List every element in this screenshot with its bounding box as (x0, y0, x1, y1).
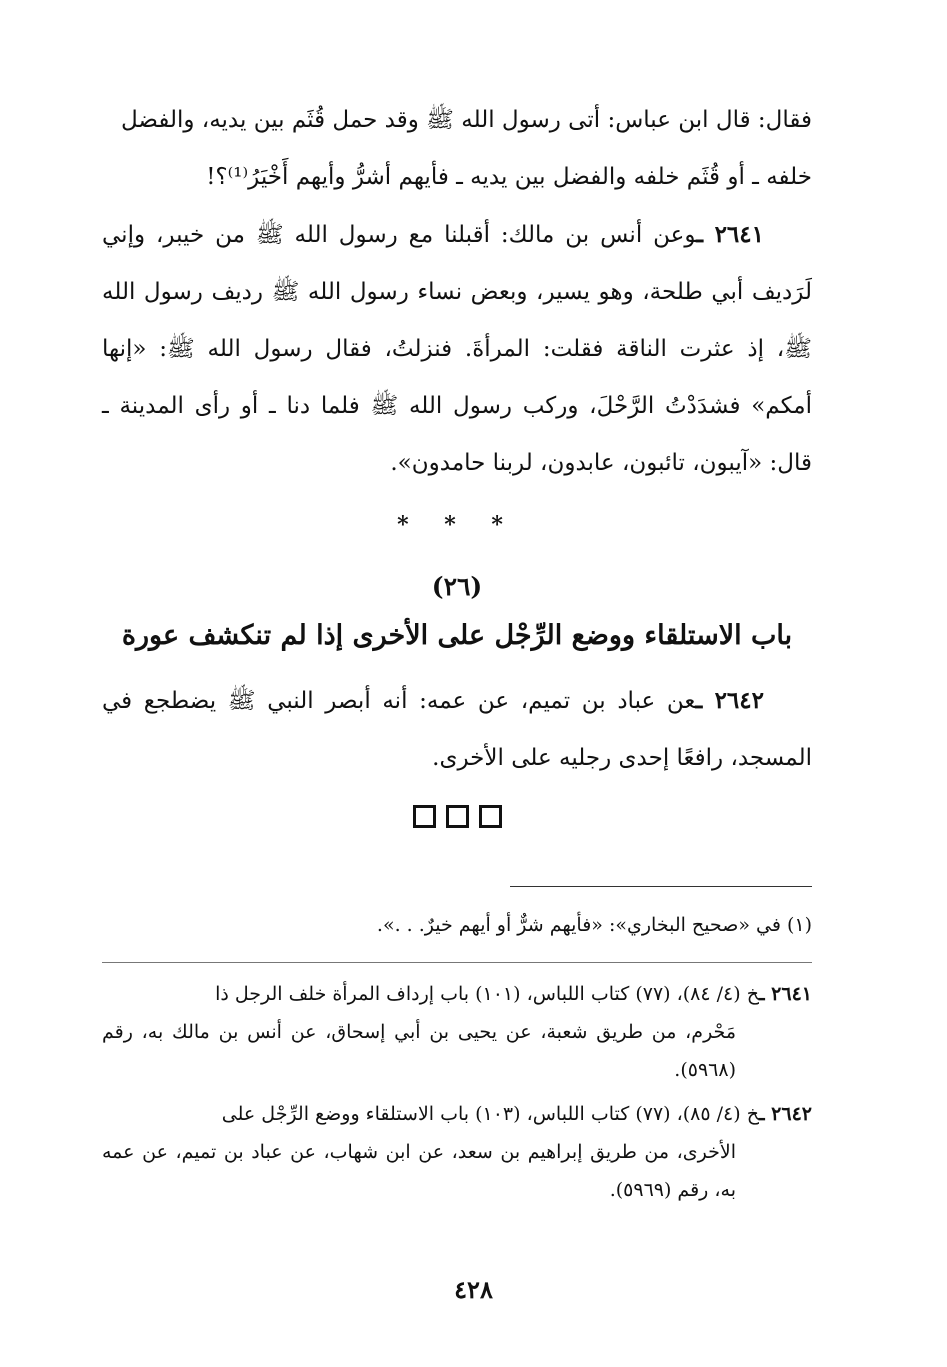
footnote-divider (510, 886, 812, 887)
para1-line2: خلفه ـ أو قُثَم خلفه والفضل بين يديه ـ فأيهم أشرُّ وأيهم أَخْيَرُ⁽¹⁾؟! (206, 164, 812, 190)
square-icon (446, 805, 469, 828)
footnote-1: (١) في «صحيح البخاري»: «فأيهم شرٌّ أو أيهم خيرٌ. . .». (376, 914, 812, 936)
separator-stars: * * * (397, 512, 517, 538)
note-continuation: مَحْرم، من طريق شعبة، عن يحيى بن أبي إسحاق، عن أنس بن مالك به، رقم (٥٩٦٨). (102, 1021, 736, 1081)
source-note (102, 975, 812, 1089)
notes-divider (102, 962, 812, 963)
hadith-text: وعن أنس بن مالك: أقبلنا مع رسول الله ﷺ من خيبر، وإني لَرَديف أبي طلحة، وهو يسير، وبعض نساء رسول الله ﷺ رديف رسول الله ﷺ، إذ عثرت الناقة فقلت: المرأةَ. فنزلتُ، فقال رسول الله ﷺ: «إنها أمكم» فشدَدْتُ الرَّحْلَ، وركب رسول الله ﷺ فلما دنا ـ أو رأى المدينة ـ قال: «آيبون، تائبون، عابدون، لربنا حامدون». (102, 222, 812, 476)
note-number: ٢٦٤١ ـ (758, 983, 812, 1005)
square-icon (479, 805, 502, 828)
hadith-2642 (102, 672, 812, 787)
chapter-title: باب الاستلقاء ووضع الرِّجْل على الأخرى إذا لم تنكشف عورة (121, 620, 793, 651)
hadith-number: ٢٦٤١ ـ (696, 221, 764, 248)
note-continuation: الأخرى، من طريق إبراهيم بن سعد، عن ابن شهاب، عن عباد بن تميم، عن عمه به، رقم (٥٩٦٩). (102, 1141, 736, 1201)
chapter-number: (٢٦) (431, 572, 483, 601)
note-number: ٢٦٤٢ ـ (758, 1103, 812, 1125)
main-text (102, 92, 812, 855)
source-note (102, 1095, 812, 1209)
page-number: ٤٢٨ (454, 1275, 493, 1304)
hadith-number: ٢٦٤٢ ـ (695, 687, 764, 714)
note-line: خ (٤/ ٨٤)، (٧٧) كتاب اللباس، (١٠١) باب إرداف المرأة خلف الرجل ذا (215, 983, 759, 1005)
paragraph-continuation (102, 92, 812, 206)
square-icon (413, 805, 436, 828)
hadith-text: عن عباد بن تميم، عن عمه: أنه أبصر النبي ﷺ يضطجع في المسجد، رافعًا إحدى رجليه على الأخرى. (102, 688, 812, 771)
source-notes (102, 975, 812, 1215)
hadith-2641 (102, 206, 812, 492)
section-end-ornament (102, 805, 812, 855)
para1-line1: فقال: قال ابن عباس: أتى رسول الله ﷺ وقد حمل قُثَم بين يديه، والفضل (120, 107, 812, 133)
note-line: خ (٤/ ٨٥)، (٧٧) كتاب اللباس، (١٠٣) باب الاستلقاء ووضع الرِّجْل على (221, 1103, 759, 1125)
